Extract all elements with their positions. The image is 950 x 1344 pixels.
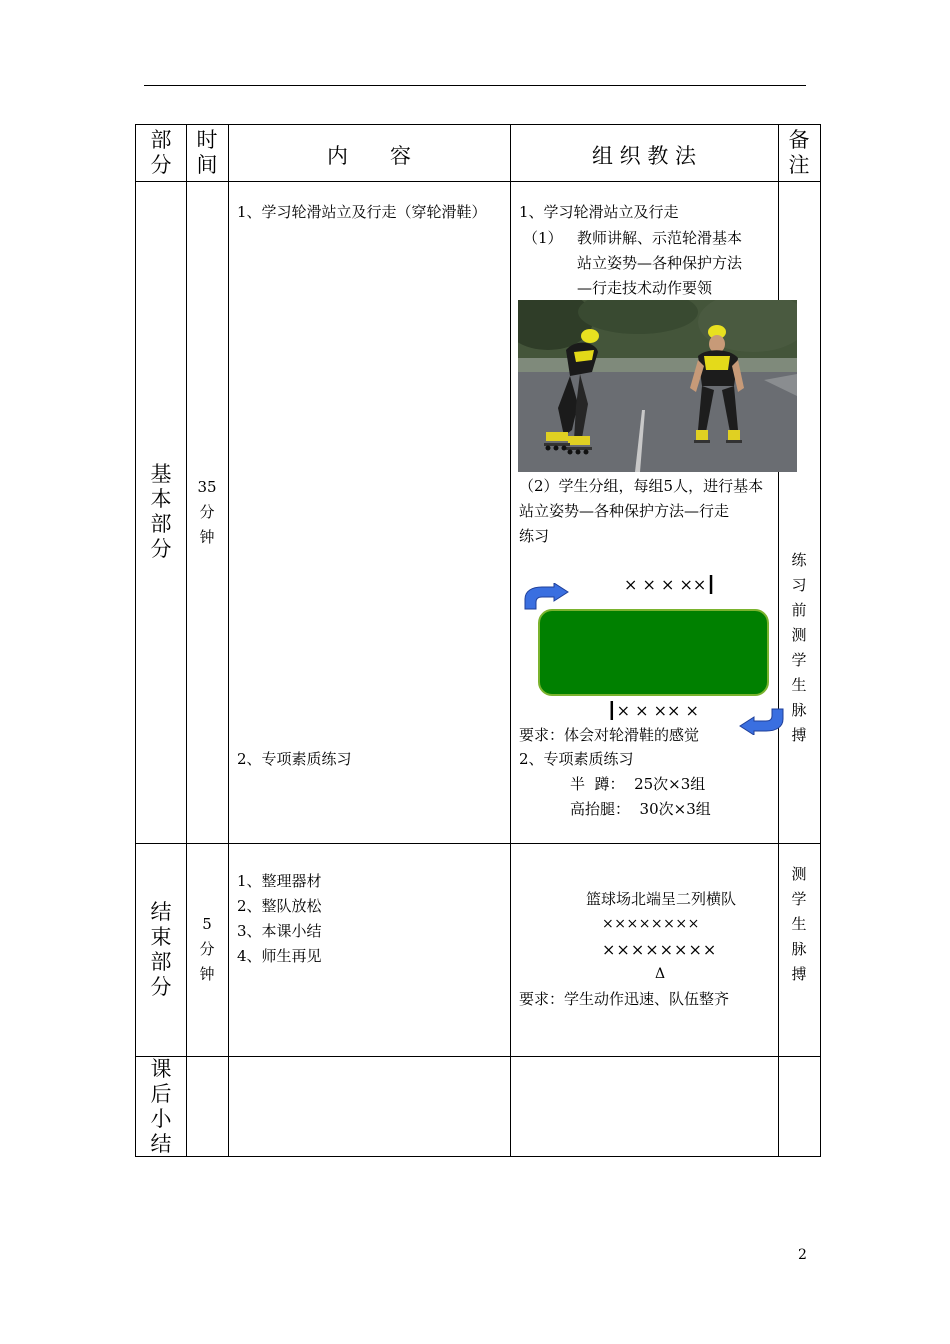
list-item: 2、整队放松	[237, 897, 322, 915]
method-1-step-text	[577, 226, 742, 301]
method-3-title: 2、专项素质练习	[519, 750, 634, 768]
section-char: 本	[150, 487, 172, 511]
row-divider	[136, 1056, 820, 1057]
header-time	[186, 128, 228, 178]
remark-char: 练	[791, 551, 807, 569]
remark-char: 测	[791, 865, 807, 883]
content-item-1: 1、学习轮滑站立及行走（穿轮滑鞋）	[237, 203, 487, 221]
time-value: 5	[202, 915, 212, 933]
col-divider	[510, 125, 511, 1156]
text-line: 教师讲解、示范轮滑基本	[577, 229, 743, 247]
section-char: 小	[150, 1107, 172, 1131]
skating-photo-illustration	[518, 300, 797, 472]
remark-char: 脉	[791, 701, 807, 719]
content-item-2: 2、专项素质练习	[237, 750, 352, 768]
formation-top-row: × × × ××┃	[624, 575, 716, 594]
section-char: 部	[150, 950, 172, 974]
remark-char: 学	[791, 651, 807, 669]
time-unit-char: 分	[199, 503, 215, 521]
page-number: 2	[798, 1247, 807, 1263]
section-char: 结	[150, 1132, 172, 1156]
section-char: 基	[150, 462, 172, 486]
time-basic	[186, 475, 228, 550]
remark-ending	[778, 862, 820, 987]
remark-char: 脉	[791, 940, 807, 958]
text-line: 站立姿势—各种保护方法	[577, 254, 743, 272]
time-unit-char: 钟	[199, 965, 215, 983]
ending-content-list	[237, 869, 322, 969]
section-basic	[136, 462, 186, 562]
header-char: 部	[150, 128, 172, 152]
remark-basic	[778, 548, 820, 748]
row-divider	[136, 843, 820, 844]
remark-char: 搏	[791, 726, 807, 744]
formation-bottom-row: ┃× × ×× ×	[607, 701, 699, 720]
list-item: 1、整理器材	[237, 872, 322, 890]
header-char: 间	[196, 153, 218, 177]
skating-demo-photo	[518, 300, 797, 472]
section-char: 课	[150, 1057, 172, 1081]
time-ending	[186, 912, 228, 987]
remark-char: 生	[791, 676, 807, 694]
ending-formation-row-2: ××××××××	[602, 940, 718, 959]
remark-char: 生	[791, 915, 807, 933]
requirement-ending: 要求：学生动作迅速、队伍整齐	[519, 990, 730, 1008]
remark-char: 测	[791, 626, 807, 644]
header-content: 内 容	[327, 144, 411, 168]
list-item: 3、本课小结	[237, 922, 322, 940]
section-char: 束	[150, 925, 172, 949]
header-char: 备	[788, 128, 810, 152]
text-line: —行走技术动作要领	[577, 279, 713, 297]
drill-half-squat: 半 蹲： 25次×3组	[570, 775, 706, 793]
remark-char: 前	[791, 601, 807, 619]
method-2-text	[519, 474, 763, 549]
time-unit-char: 钟	[199, 528, 215, 546]
header-char: 分	[150, 153, 172, 177]
ending-formation-title: 篮球场北端呈二列横队	[586, 890, 737, 908]
list-item: 4、师生再见	[237, 947, 322, 965]
text-line: 练习	[519, 527, 550, 545]
section-summary	[136, 1057, 186, 1157]
requirement-basic: 要求：体会对轮滑鞋的感觉	[519, 726, 700, 744]
time-value: 35	[197, 478, 217, 496]
section-char: 结	[150, 900, 172, 924]
header-rule	[144, 85, 806, 86]
header-char: 注	[788, 153, 810, 177]
drill-high-knees: 高抬腿： 30次×3组	[570, 800, 711, 818]
method-1-title: 1、学习轮滑站立及行走	[519, 203, 679, 221]
col-divider	[186, 125, 187, 1156]
header-char: 时	[196, 128, 218, 152]
section-char: 分	[150, 975, 172, 999]
header-remark	[778, 128, 820, 178]
curved-arrow-right-icon	[522, 583, 572, 611]
text-line: 站立姿势—各种保护方法—行走	[519, 502, 730, 520]
header-method: 组 织 教 法	[591, 144, 697, 168]
remark-char: 搏	[791, 965, 807, 983]
section-char: 分	[150, 537, 172, 561]
practice-field-rectangle	[538, 609, 769, 696]
remark-char: 学	[791, 890, 807, 908]
section-ending	[136, 900, 186, 1000]
text-line: （2）学生分组，每组5人，进行基本	[519, 477, 764, 495]
row-divider	[136, 181, 820, 182]
ending-formation-row-1: ××××××××	[602, 916, 700, 932]
header-section	[136, 128, 186, 178]
method-1-step-number: （1）	[523, 229, 563, 247]
section-char: 部	[150, 512, 172, 536]
time-unit-char: 分	[199, 940, 215, 958]
teacher-position-mark: Δ	[655, 966, 666, 982]
remark-char: 习	[791, 576, 807, 594]
section-char: 后	[150, 1082, 172, 1106]
col-divider	[228, 125, 229, 1156]
